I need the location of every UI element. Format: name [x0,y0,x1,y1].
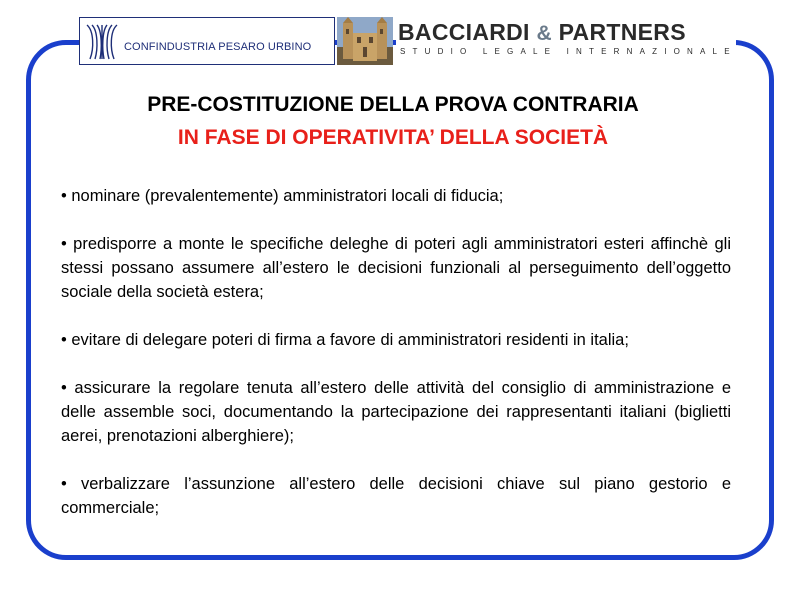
confindustria-logo [79,17,335,65]
firm-name-part1: BACCIARDI [398,19,530,45]
bullet-item: • evitare di delegare poteri di firma a favore di amministratori residenti in italia; [61,331,629,349]
bacciardi-partners-logo [396,17,736,65]
bullet-item: • predisporre a monte le specifiche deleghe di poteri agli amministratori esteri affinchè gli stessi possano assumere all’estero le decisioni funzionali al perseguimento dell’oggetto sociale della società estera; [61,235,731,301]
slide-title-line1: PRE-COSTITUZIONE DELLA PROVA CONTRARIA [147,93,639,116]
palace-photo-image [337,17,393,65]
confindustria-emblem-icon [84,21,120,61]
bullet-list [61,184,731,544]
bullet-item: • assicurare la regolare tenuta all’estero delle attività del consiglio di amministrazione e delle assemble soci, documentando la partecipazione dei rappresentanti italiani (biglietti aerei, prenotazioni alberghiere); [61,379,731,445]
firm-name [398,19,686,46]
firm-subtitle: STUDIO LEGALE INTERNAZIONALE [400,47,737,56]
confindustria-label: CONFINDUSTRIA PESARO URBINO [124,41,312,53]
slide-title-line2: IN FASE DI OPERATIVITA’ DELLA SOCIETÀ [177,126,609,149]
bullet-item: • verbalizzare l’assunzione all’estero delle decisioni chiave sul piano gestorio e commerciale; [61,475,731,517]
bullet-item: • nominare (prevalentemente) amministratori locali di fiducia; [61,187,504,205]
firm-name-ampersand: & [536,22,552,45]
firm-name-part2: PARTNERS [558,19,686,45]
palace-photo [337,17,393,65]
